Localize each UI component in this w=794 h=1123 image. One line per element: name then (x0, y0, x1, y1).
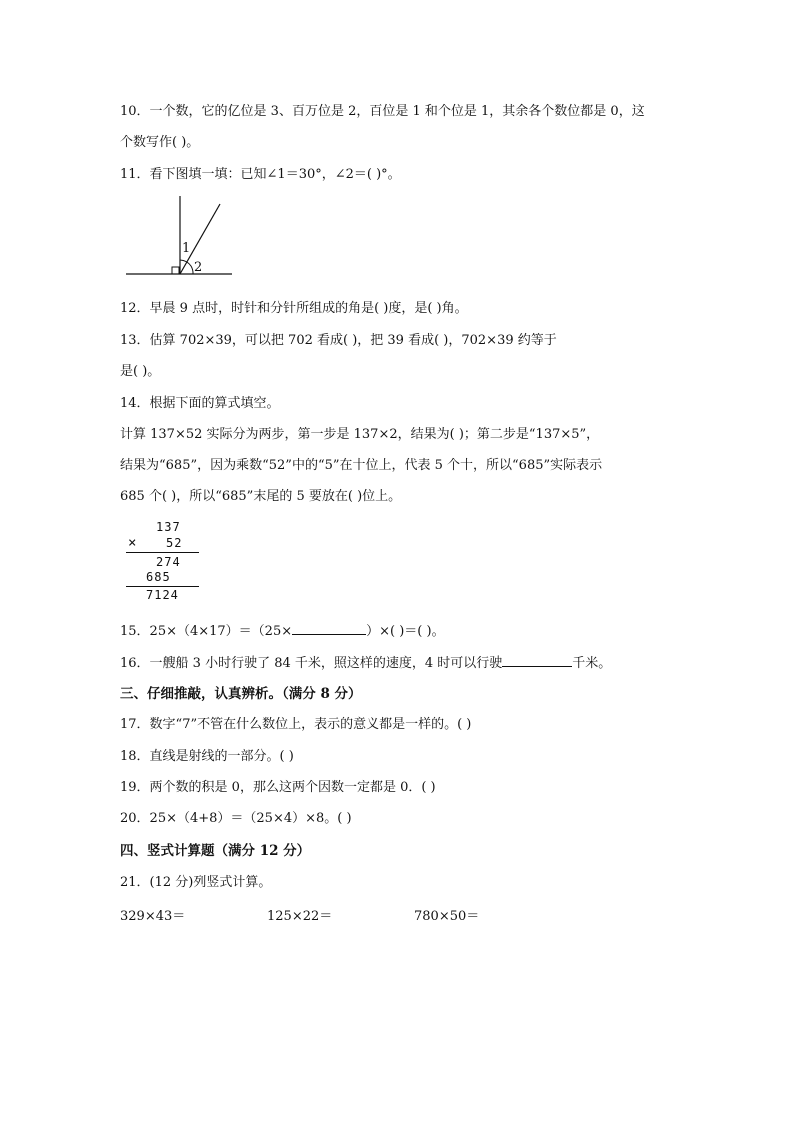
q12-text: 12．早晨 9 点时，时针和分针所组成的角是( )度，是( )角。 (120, 301, 468, 316)
q15-answer-blank[interactable] (292, 622, 366, 635)
angle-diagram (120, 192, 240, 280)
mult-result: 7124 (146, 588, 179, 602)
q14-line3: 685 个( )，所以“685”末尾的 5 要放在( )位上。 (120, 489, 402, 504)
q19-text: 19．两个数的积是 0，那么这两个因数一定都是 0．( ) (120, 780, 436, 795)
q16-answer-blank[interactable] (502, 654, 572, 667)
mult-rule-1 (126, 552, 199, 553)
q16-prefix: 16．一艘船 3 小时行驶了 84 千米，照这样的速度，4 时可以行驶 (120, 656, 503, 671)
section-4-heading: 四、竖式计算题（满分 12 分） (120, 843, 311, 859)
q20-text: 20．25×（4+8）＝（25×4）×8。( ) (120, 811, 352, 826)
q18-text: 18．直线是射线的一部分。( ) (120, 749, 294, 764)
calc-3: 780×50＝ (414, 909, 480, 924)
angle-arc (180, 260, 193, 274)
section-3-heading: 三、仔细推敲，认真辨析。（满分 8 分） (120, 686, 362, 702)
q14-line1: 计算 137×52 实际分为两步，第一步是 137×2，结果为( )；第二步是“137×5”， (120, 427, 600, 442)
q21-text: 21．(12 分)列竖式计算。 (120, 875, 272, 890)
q10-line2: 个数写作( )。 (120, 135, 200, 150)
q17-text: 17．数字“7”不管在什么数位上，表示的意义都是一样的。( ) (120, 717, 472, 732)
q15-text (120, 622, 445, 641)
mult-multiplicand: 137 (156, 520, 181, 534)
q15-prefix: 15．25×（4×17）＝（25× (120, 624, 293, 639)
right-angle-mark (172, 267, 179, 274)
mult-times-sign: × (128, 535, 138, 551)
mult-rule-2 (126, 586, 199, 587)
mult-multiplier: 52 (166, 536, 183, 550)
q13-line1: 13．估算 702×39，可以把 702 看成( )，把 39 看成( )，702×39 约等于 (120, 333, 557, 348)
q15-suffix: ）×( )＝( )。 (366, 624, 445, 639)
q13-line2: 是( )。 (120, 364, 161, 379)
q14-title: 14．根据下面的算式填空。 (120, 396, 280, 411)
mult-partial-2: 685 (146, 570, 171, 584)
angle-2-label: 2 (194, 260, 203, 275)
angle-1-label: 1 (182, 241, 191, 256)
q11-text: 11．看下图填一填：已知∠1＝30°，∠2＝( )°。 (120, 167, 401, 182)
q14-line2: 结果为“685”，因为乘数“52”中的“5”在十位上，代表 5 个十，所以“685”实际表示 (120, 458, 603, 473)
q16-suffix: 千米。 (572, 656, 612, 671)
mult-partial-1: 274 (156, 555, 181, 569)
calc-2: 125×22＝ (267, 909, 333, 924)
q10-line1: 10．一个数，它的亿位是 3、百万位是 2，百位是 1 和个位是 1，其余各个数位都是 0，这 (120, 104, 645, 119)
calc-1: 329×43＝ (120, 909, 186, 924)
q16-text (120, 654, 611, 673)
